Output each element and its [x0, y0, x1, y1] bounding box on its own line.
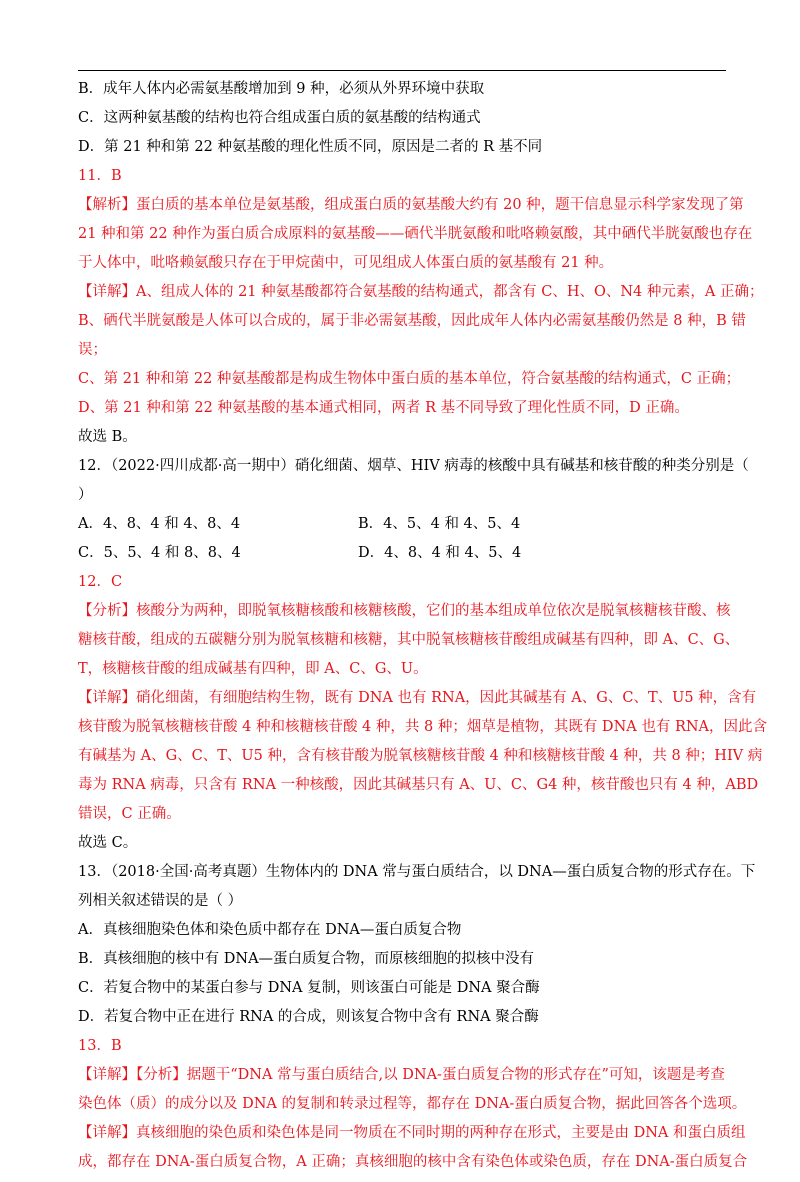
detail-line: 核苷酸为脱氧核糖核苷酸 4 种和核糖核苷酸 4 种，共 8 种；烟草是植物，其既有 DNA 也有 RNA，因此含: [78, 719, 768, 735]
analysis-line: 糖核苷酸，组成的五碳糖分别为脱氧核糖和核糖，其中脱氧核糖核苷酸组成碱基有四种，即 A、C、G、: [78, 632, 740, 648]
analysis-line: 【分析】核酸分为两种，即脱氧核糖核酸和核糖核酸，它们的基本组成单位依次是脱氧核糖核苷酸、核: [78, 603, 731, 619]
detail-line: 毒为 RNA 病毒，只含有 RNA 一种核酸，因此其碱基只有 A、U、C、G4 种，核苷酸也只有 4 种，ABD: [78, 777, 759, 793]
q13-detail: [78, 1124, 748, 1172]
q13-option-d: D．若复合物中正在进行 RNA 的合成，则该复合物中含有 RNA 聚合酶: [78, 1009, 539, 1025]
detail-line: 误；: [78, 342, 107, 358]
analysis-line: 染色体（质）的成分以及 DNA 的复制和转录过程等，都存在 DNA-蛋白质复合物，据此回答各个选项。: [78, 1096, 747, 1112]
q11-answer: 11．B: [78, 168, 122, 184]
q12-options-row: [78, 515, 726, 534]
q11-analysis: [78, 196, 753, 273]
stem-line: 13．（2018·全国·高考真题）生物体内的 DNA 常与蛋白质结合，以 DNA—蛋白质复合物的形式存在。下: [78, 864, 756, 880]
q12-stem: [78, 457, 749, 505]
q12-option-b: B．4、5、4 和 4、5、4: [358, 516, 521, 532]
analysis-line: 【详解】【分析】据题干“DNA 常与蛋白质结合,以 DNA-蛋白质复合物的形式存在”可知，该题是考查: [78, 1067, 725, 1083]
q12-conclusion: 故选 C。: [78, 835, 138, 851]
q12-option-c: C．5、5、4 和 8、8、4: [78, 545, 241, 561]
q12-analysis: [78, 602, 740, 679]
detail-line: 【详解】硝化细菌，有细胞结构生物，既有 DNA 也有 RNA，因此其碱基有 A、G、C、T、U5 种，含有: [78, 690, 757, 706]
q11-option-d: D．第 21 种和第 22 种氨基酸的理化性质不同，原因是二者的 R 基不同: [78, 139, 543, 155]
analysis-line: 于人体中，吡咯赖氨酸只存在于甲烷菌中，可见组成人体蛋白质的氨基酸有 21 种。: [78, 255, 614, 271]
q13-option-b: B．真核细胞的核中有 DNA—蛋白质复合物，而原核细胞的拟核中没有: [78, 951, 535, 967]
detail-line: C、第 21 种和第 22 种氨基酸都是构成生物体中蛋白质的基本单位，符合氨基酸的结构通式，C 正确；: [78, 371, 741, 387]
detail-line: 错误，C 正确。: [78, 806, 181, 822]
q12-detail: [78, 689, 768, 824]
q11-detail: [78, 283, 764, 418]
header-rule: [78, 70, 726, 71]
analysis-line: T，核糖核苷酸的组成碱基有四种，即 A、C、G、U。: [78, 661, 428, 677]
q12-options-row: [78, 544, 726, 563]
detail-line: 【详解】真核细胞的染色质和染色体是同一物质在不同时期的两种存在形式，主要是由 DNA 和蛋白质组: [78, 1125, 746, 1141]
q11-option-b: B．成年人体内必需氨基酸增加到 9 种，必须从外界环境中获取: [78, 81, 485, 97]
q13-stem: [78, 863, 756, 911]
stem-line: ）: [78, 487, 93, 503]
detail-line: 【详解】A、组成人体的 21 种氨基酸都符合氨基酸的结构通式，都含有 C、H、O、N4 种元素，A 正确；: [78, 284, 764, 300]
document-body: [78, 80, 768, 1182]
q11-option-c: C．这两种氨基酸的结构也符合组成蛋白质的氨基酸的结构通式: [78, 110, 481, 126]
stem-line: 12．（2022·四川成都·高一期中）硝化细菌、烟草、HIV 病毒的核酸中具有碱基和核苷酸的种类分别是（: [78, 458, 749, 474]
q13-option-a: A．真核细胞染色体和染色质中都存在 DNA—蛋白质复合物: [78, 922, 462, 938]
stem-line: 列相关叙述错误的是（ ）: [78, 893, 243, 909]
q13-option-c: C．若复合物中的某蛋白参与 DNA 复制，则该蛋白可能是 DNA 聚合酶: [78, 980, 540, 996]
q13-answer: 13．B: [78, 1038, 122, 1054]
detail-line: 有碱基为 A、G、C、T、U5 种，含有核苷酸为脱氧核糖核苷酸 4 种和核糖核苷酸 4 种，共 8 种；HIV 病: [78, 748, 763, 764]
analysis-line: 【解析】蛋白质的基本单位是氨基酸，组成蛋白质的氨基酸大约有 20 种，题干信息显示科学家发现了第: [78, 197, 744, 213]
detail-line: 成，都存在 DNA-蛋白质复合物，A 正确；真核细胞的核中含有染色体或染色质，存在 DNA-蛋白质复合: [78, 1154, 748, 1170]
q12-option-d: D．4、8、4 和 4、5、4: [358, 545, 522, 561]
q12-option-a: A．4、8、4 和 4、8、4: [78, 516, 241, 532]
q13-analysis: [78, 1066, 747, 1114]
q11-conclusion: 故选 B。: [78, 429, 137, 445]
q12-answer: 12．C: [78, 574, 123, 590]
detail-line: B、硒代半胱氨酸是人体可以合成的，属于非必需氨基酸，因此成年人体内必需氨基酸仍然是 8 种，B 错: [78, 313, 746, 329]
detail-line: D、第 21 种和第 22 种氨基酸的基本通式相同，两者 R 基不同导致了理化性质不同，D 正确。: [78, 400, 689, 416]
analysis-line: 21 种和第 22 种作为蛋白质合成原料的氨基酸——硒代半胱氨酸和吡咯赖氨酸，其中硒代半胱氨酸也存在: [78, 226, 753, 242]
